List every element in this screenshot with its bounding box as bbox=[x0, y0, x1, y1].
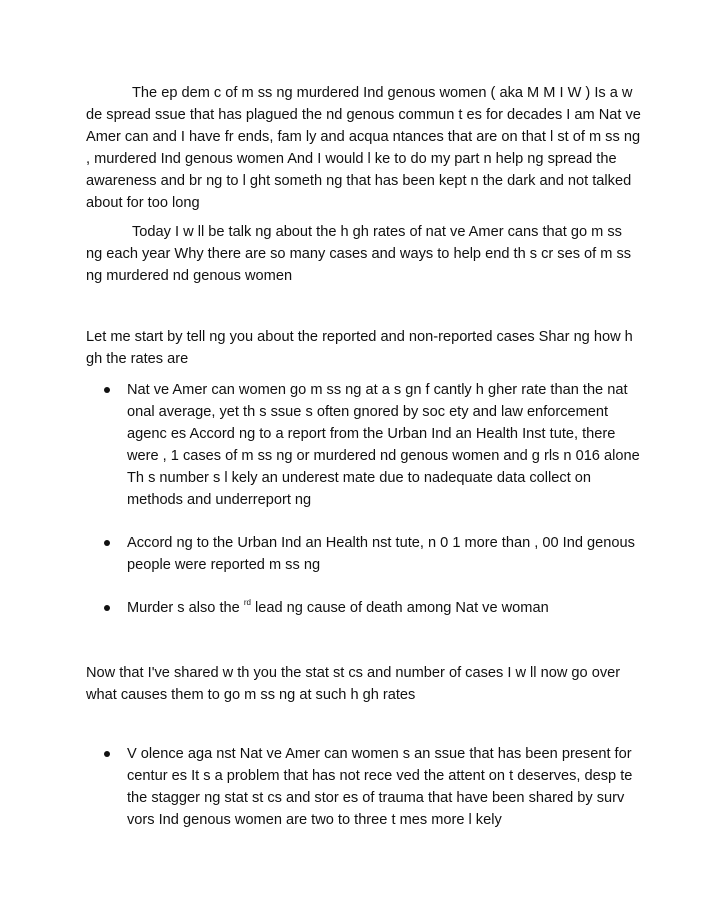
bullet-dot bbox=[104, 751, 110, 757]
overview-paragraph: Today I w ll be talk ng about the h gh rates of nat ve Amer cans that go m ss ng each year Why there are so many cases and ways to help end th s cr ses of m ss ng murdered nd genous women bbox=[86, 224, 632, 284]
bullet-item-murder-end: lead ng cause of death among Nat ve woman bbox=[255, 600, 549, 616]
bullet-dot bbox=[104, 387, 110, 393]
ordinal-suffix: rd bbox=[243, 598, 251, 607]
bullet-item-murder-start: Murder s also the bbox=[127, 600, 240, 616]
bullet-dot bbox=[104, 605, 110, 611]
bullet-item-reported: Accord ng to the Urban Ind an Health nst tute, n 0 1 more than , 00 Ind genous people were reported m ss ng bbox=[127, 535, 635, 573]
bullet-item-rates: Nat ve Amer can women go m ss ng at a s gn f cantly h gher rate than the nat onal average, yet th s ssue s often gnored by soc ety and law enforcement agenc es Accord ng to a report from the Urban Ind an Health Inst tute, there were , 1 cases of m ss ng or murdered nd genous women and g rls n 016 alone Th s number s l kely an underest mate due to nadequate data collect on methods and underreport ng bbox=[127, 382, 640, 508]
cases-intro-paragraph: Let me start by tell ng you about the reported and non-reported cases Shar ng how h gh the rates are bbox=[86, 329, 633, 367]
bullet-item-murder bbox=[127, 597, 647, 619]
bullet-item-violence: V olence aga nst Nat ve Amer can women s an ssue that has been present for centur es It s a problem that has not rece ved the attent on t deserves, desp te the stagger ng stat st cs and stor es of trauma that have been shared by surv vors Ind genous women are two to three t mes more l kely bbox=[127, 746, 633, 828]
intro-paragraph: The ep dem c of m ss ng murdered Ind genous women ( aka M M I W ) Is a w de spread ssue that has plagued the nd genous commun t es for decades I am Nat ve Amer can and I have fr ends, fam ly and acqua ntances that are on that l st of m ss ng , murdered Ind genous women And I would l ke to do my part n help ng spread the awareness and br ng to l ght someth ng that has been kept n the dark and not talked about for too long bbox=[86, 85, 641, 211]
bullet-dot bbox=[104, 540, 110, 546]
causes-intro-paragraph: Now that I've shared w th you the stat st cs and number of cases I w ll now go over what causes them to go m ss ng at such h gh rates bbox=[86, 665, 621, 703]
